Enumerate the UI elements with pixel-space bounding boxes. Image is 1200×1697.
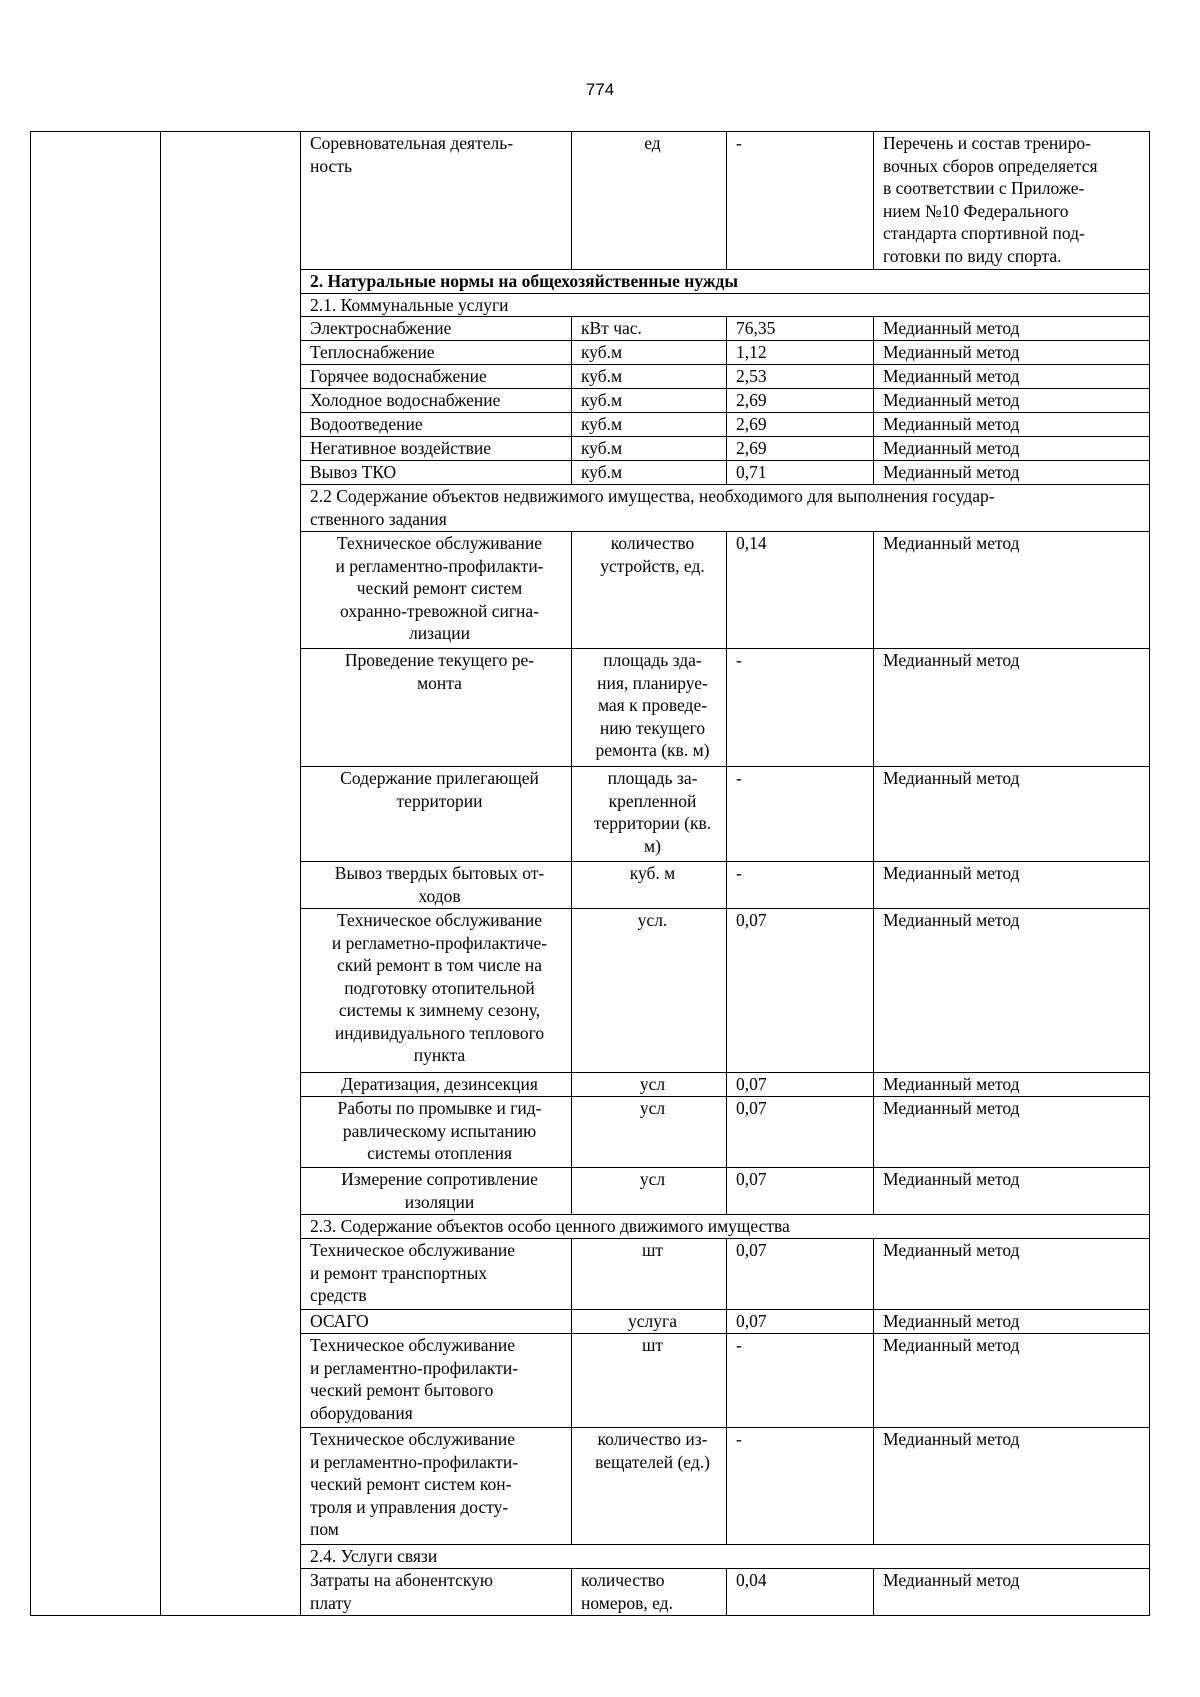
row-method: Медианный метод bbox=[874, 389, 1150, 413]
row-method: Медианный метод bbox=[874, 437, 1150, 461]
row-value: - bbox=[727, 1334, 874, 1428]
row-method: Медианный метод bbox=[874, 767, 1150, 862]
row-method: Медианный метод bbox=[874, 1334, 1150, 1428]
row-name: Затраты на абонентскую плату bbox=[301, 1569, 572, 1616]
row-method: Медианный метод bbox=[874, 1239, 1150, 1310]
row-unit: площадь за- крепленной территории (кв. м) bbox=[572, 767, 727, 862]
row-method: Перечень и состав трениро- вочных сборов определяется в соответствии с Приложе- нием №10 Федерального стандарта спортивной под- готовки по виду спорта. bbox=[874, 132, 1150, 270]
row-method: Медианный метод bbox=[874, 413, 1150, 437]
row-unit: куб.м bbox=[572, 341, 727, 365]
row-name: Соревновательная деятель- ность bbox=[301, 132, 572, 270]
row-value: 0,14 bbox=[727, 532, 874, 649]
blank-column-1 bbox=[31, 132, 161, 1616]
table-row-competition bbox=[31, 132, 1150, 270]
subsection-title: 2.4. Услуги связи bbox=[301, 1545, 1150, 1569]
row-value: - bbox=[727, 649, 874, 767]
row-unit: куб. м bbox=[572, 862, 727, 909]
row-name: Вывоз ТКО bbox=[301, 461, 572, 485]
row-unit: куб.м bbox=[572, 461, 727, 485]
row-value: 1,12 bbox=[727, 341, 874, 365]
row-method: Медианный метод bbox=[874, 1073, 1150, 1097]
row-unit: услуга bbox=[572, 1310, 727, 1334]
page-number: 774 bbox=[585, 80, 615, 99]
row-unit: усл. bbox=[572, 909, 727, 1073]
row-unit: усл bbox=[572, 1073, 727, 1097]
row-unit: шт bbox=[572, 1334, 727, 1428]
row-value: 0,07 bbox=[727, 1310, 874, 1334]
row-method: Медианный метод bbox=[874, 1428, 1150, 1545]
row-name: Содержание прилегающей территории bbox=[301, 767, 572, 862]
row-method: Медианный метод bbox=[874, 461, 1150, 485]
row-value: 0,04 bbox=[727, 1569, 874, 1616]
row-unit: куб.м bbox=[572, 413, 727, 437]
row-name: Горячее водоснабжение bbox=[301, 365, 572, 389]
row-method: Медианный метод bbox=[874, 317, 1150, 341]
row-name: Негативное воздействие bbox=[301, 437, 572, 461]
row-method: Медианный метод bbox=[874, 532, 1150, 649]
row-name: Измерение сопротивление изоляции bbox=[301, 1168, 572, 1215]
row-method: Медианный метод bbox=[874, 1310, 1150, 1334]
blank-column-2 bbox=[161, 132, 301, 1616]
row-name: Холодное водоснабжение bbox=[301, 389, 572, 413]
row-value: 0,07 bbox=[727, 909, 874, 1073]
row-name: Проведение текущего ре- монта bbox=[301, 649, 572, 767]
row-unit: куб.м bbox=[572, 365, 727, 389]
row-value: 0,07 bbox=[727, 1239, 874, 1310]
subsection-title: 2.1. Коммунальные услуги bbox=[301, 293, 1150, 317]
row-name: Работы по промывке и гид- равлическому испытанию системы отопления bbox=[301, 1097, 572, 1168]
row-value: 2,69 bbox=[727, 389, 874, 413]
row-unit: усл bbox=[572, 1168, 727, 1215]
row-unit: площадь зда- ния, планируе- мая к проведе- нию текущего ремонта (кв. м) bbox=[572, 649, 727, 767]
row-name: Теплоснабжение bbox=[301, 341, 572, 365]
section-title: 2. Натуральные нормы на общехозяйственные нужды bbox=[301, 270, 1150, 294]
row-method: Медианный метод bbox=[874, 341, 1150, 365]
row-value: 2,53 bbox=[727, 365, 874, 389]
subsection-title: 2.2 Содержание объектов недвижимого имущества, необходимого для выполнения государ- ственного задания bbox=[301, 485, 1150, 532]
row-name: Техническое обслуживание и ремонт транспортных средств bbox=[301, 1239, 572, 1310]
row-value: 2,69 bbox=[727, 437, 874, 461]
row-value: 0,71 bbox=[727, 461, 874, 485]
row-unit: усл bbox=[572, 1097, 727, 1168]
row-value: 76,35 bbox=[727, 317, 874, 341]
row-unit: ед bbox=[572, 132, 727, 270]
row-value: - bbox=[727, 1428, 874, 1545]
row-value: - bbox=[727, 862, 874, 909]
row-name: Техническое обслуживание и регламентно-профилакти- ческий ремонт бытового оборудования bbox=[301, 1334, 572, 1428]
row-unit: количество устройств, ед. bbox=[572, 532, 727, 649]
row-unit: куб.м bbox=[572, 389, 727, 413]
row-name: Водоотведение bbox=[301, 413, 572, 437]
subsection-title: 2.3. Содержание объектов особо ценного движимого имущества bbox=[301, 1215, 1150, 1239]
row-unit: количество номеров, ед. bbox=[572, 1569, 727, 1616]
row-value: 0,07 bbox=[727, 1097, 874, 1168]
norms-table bbox=[30, 131, 1150, 1616]
row-method: Медианный метод bbox=[874, 909, 1150, 1073]
row-unit: шт bbox=[572, 1239, 727, 1310]
row-unit: количество из- вещателей (ед.) bbox=[572, 1428, 727, 1545]
row-name: ОСАГО bbox=[301, 1310, 572, 1334]
row-method: Медианный метод bbox=[874, 649, 1150, 767]
row-method: Медианный метод bbox=[874, 1569, 1150, 1616]
row-unit: куб.м bbox=[572, 437, 727, 461]
row-method: Медианный метод bbox=[874, 862, 1150, 909]
row-value: - bbox=[727, 132, 874, 270]
row-method: Медианный метод bbox=[874, 365, 1150, 389]
row-method: Медианный метод bbox=[874, 1097, 1150, 1168]
row-name: Дератизация, дезинсекция bbox=[301, 1073, 572, 1097]
row-value: 0,07 bbox=[727, 1073, 874, 1097]
row-unit: кВт час. bbox=[572, 317, 727, 341]
row-name: Вывоз твердых бытовых от- ходов bbox=[301, 862, 572, 909]
row-name: Электроснабжение bbox=[301, 317, 572, 341]
row-name: Техническое обслуживание и регламентно-профилакти- ческий ремонт систем охранно-тревожной сигна- лизации bbox=[301, 532, 572, 649]
row-value: 0,07 bbox=[727, 1168, 874, 1215]
row-value: - bbox=[727, 767, 874, 862]
row-value: 2,69 bbox=[727, 413, 874, 437]
row-name: Техническое обслуживание и регламетно-профилактиче- ский ремонт в том числе на подготовку отопительной системы к зимнему сезону, индивидуального теплового пункта bbox=[301, 909, 572, 1073]
row-method: Медианный метод bbox=[874, 1168, 1150, 1215]
row-name: Техническое обслуживание и регламентно-профилакти- ческий ремонт систем кон- троля и управления досту- пом bbox=[301, 1428, 572, 1545]
